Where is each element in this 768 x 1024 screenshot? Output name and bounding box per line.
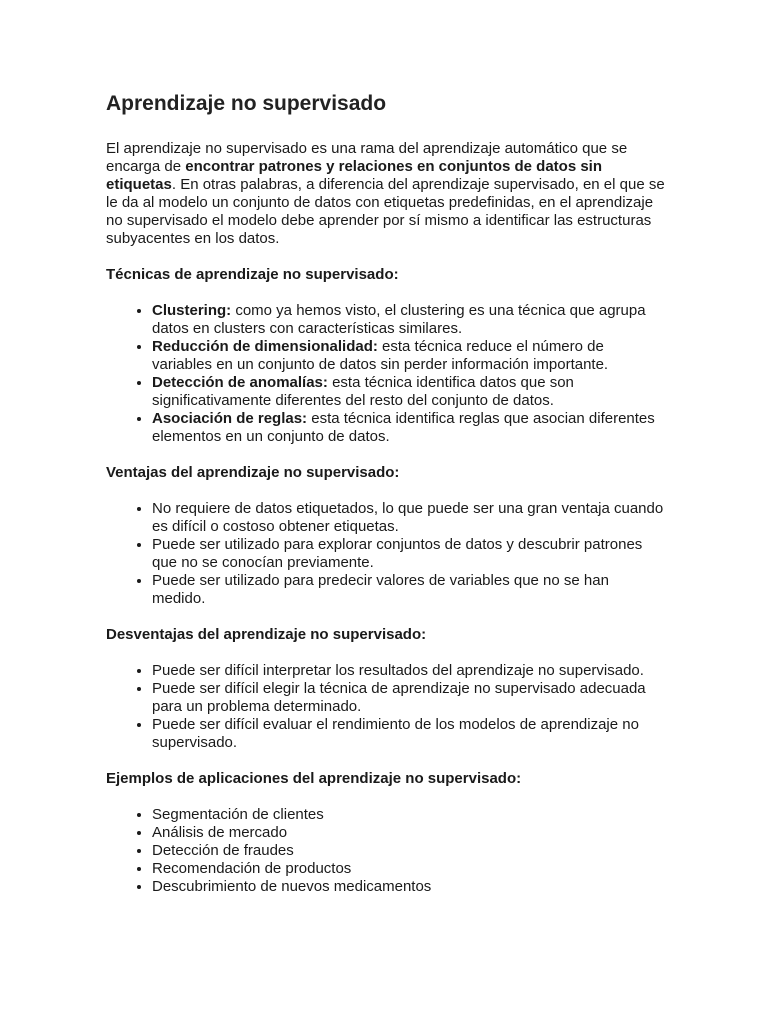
list-item: • Recomendación de productos: [152, 860, 666, 878]
advantages-list: [106, 500, 666, 608]
list-item: • Puede ser utilizado para predecir valores de variables que no se han medido.: [152, 572, 666, 608]
examples-heading: Ejemplos de aplicaciones del aprendizaje no supervisado:: [106, 770, 522, 787]
techniques-heading: Técnicas de aprendizaje no supervisado:: [106, 266, 399, 283]
list-item: • Detección de fraudes: [152, 842, 666, 860]
list-item: • Puede ser utilizado para explorar conjuntos de datos y descubrir patrones que no se conocían previamente.: [152, 536, 666, 572]
technique-term: Clustering:: [152, 302, 232, 319]
technique-desc: esta técnica identifica reglas que asocian diferentes elementos en un conjunto de datos.: [152, 410, 655, 445]
intro-text-2: . En otras palabras, a diferencia del aprendizaje supervisado, en el que se le da al modelo un conjunto de datos con etiquetas predefinidas, en el aprendizaje no supervisado el modelo debe aprender por sí mismo a identificar las estructuras subyacentes en los datos.: [106, 176, 665, 247]
advantages-heading: Ventajas del aprendizaje no supervisado:: [106, 464, 400, 481]
techniques-list: [106, 302, 666, 446]
list-item: [152, 302, 666, 338]
list-item: • Descubrimiento de nuevos medicamentos: [152, 878, 666, 896]
intro-text-1: El aprendizaje no supervisado es una rama del aprendizaje automático que se encarga de: [106, 140, 628, 175]
technique-desc: esta técnica identifica datos que son significativamente diferentes del resto del conjunto de datos.: [152, 374, 574, 409]
page-title: Aprendizaje no supervisado: [106, 92, 387, 115]
examples-list: [106, 806, 666, 896]
list-item: [152, 374, 666, 410]
list-item: [152, 338, 666, 374]
list-item: • Segmentación de clientes: [152, 806, 666, 824]
technique-desc: como ya hemos visto, el clustering es una técnica que agrupa datos en clusters con características similares.: [152, 302, 646, 337]
intro-paragraph: [106, 140, 666, 248]
technique-term: Reducción de dimensionalidad:: [152, 338, 378, 355]
disadvantages-list: [106, 662, 666, 752]
technique-term: Asociación de reglas:: [152, 410, 308, 427]
disadvantages-heading: Desventajas del aprendizaje no supervisado:: [106, 626, 427, 643]
list-item: • Puede ser difícil elegir la técnica de aprendizaje no supervisado adecuada para un problema determinado.: [152, 680, 666, 716]
list-item: • No requiere de datos etiquetados, lo que puede ser una gran ventaja cuando es difícil o costoso obtener etiquetas.: [152, 500, 666, 536]
technique-desc: esta técnica reduce el número de variables en un conjunto de datos sin perder información importante.: [152, 338, 609, 373]
list-item: • Puede ser difícil evaluar el rendimiento de los modelos de aprendizaje no supervisado.: [152, 716, 666, 752]
list-item: [152, 410, 666, 446]
document-page: [106, 90, 666, 914]
intro-bold-text: encontrar patrones y relaciones en conjuntos de datos sin etiquetas: [106, 158, 603, 193]
list-item: • Análisis de mercado: [152, 824, 666, 842]
list-item: • Puede ser difícil interpretar los resultados del aprendizaje no supervisado.: [152, 662, 666, 680]
technique-term: Detección de anomalías:: [152, 374, 328, 391]
